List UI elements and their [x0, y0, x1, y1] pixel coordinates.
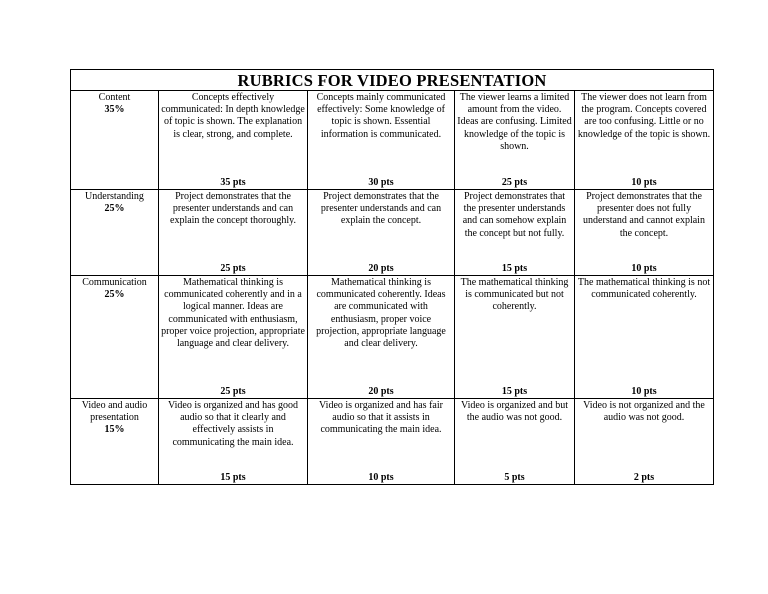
level-description: Video is not organized and the audio was not good.: [583, 400, 705, 424]
level-cell: [575, 190, 714, 276]
level-cell: [308, 91, 455, 190]
criterion-cell: [71, 276, 159, 399]
level-points: 25 pts: [220, 385, 246, 397]
level-points: 25 pts: [220, 262, 246, 274]
level-points: 5 pts: [504, 471, 525, 483]
level-description: Concepts effectively communicated: In depth knowledge of topic is shown. The explanation is clear, strong, and complete.: [161, 92, 305, 140]
level-description: Mathematical thinking is communicated coherently and in a logical manner. Ideas are communicated with enthusiasm, proper voice projection, appropriate language and clear delivery.: [161, 277, 305, 350]
level-points: 2 pts: [633, 471, 655, 483]
criterion-cell: [71, 399, 159, 485]
criterion-name: Understanding: [85, 191, 144, 202]
level-points: 10 pts: [631, 385, 657, 397]
level-points: 30 pts: [368, 176, 394, 188]
level-cell: [575, 399, 714, 485]
rubric-title: RUBRICS FOR VIDEO PRESENTATION: [71, 70, 714, 91]
criterion-weight: 25%: [104, 289, 125, 301]
level-points: 10 pts: [631, 262, 657, 274]
level-cell: [159, 399, 308, 485]
criterion-cell: [71, 91, 159, 190]
level-points: 35 pts: [220, 176, 246, 188]
level-cell: [455, 91, 575, 190]
level-cell: [575, 276, 714, 399]
level-cell: [455, 399, 575, 485]
level-description: Mathematical thinking is communicated coherently. Ideas are communicated with enthusiasm, proper voice projection, appropriate language and clear delivery.: [316, 277, 446, 350]
level-description: Video is organized and has fair audio so that it assists in communicating the main idea.: [319, 400, 443, 436]
level-description: Video is organized and has good audio so that it clearly and effectively assists in communicating the main idea.: [167, 400, 299, 448]
rubric-table: [70, 69, 714, 485]
level-description: Video is organized and but the audio was not good.: [461, 400, 568, 424]
level-description: The mathematical thinking is communicated but not coherently.: [460, 277, 569, 313]
level-cell: [159, 190, 308, 276]
criterion-cell: [71, 190, 159, 276]
level-cell: [455, 190, 575, 276]
rubric-row-video-audio: [71, 399, 714, 485]
rubric-row-understanding: [71, 190, 714, 276]
criterion-name: Video and audio presentation: [81, 400, 148, 424]
level-cell: [159, 91, 308, 190]
level-cell: [308, 399, 455, 485]
level-cell: [575, 91, 714, 190]
level-description: The mathematical thinking is not communicated coherently.: [577, 277, 711, 301]
level-description: Project demonstrates that the presenter understands and can somehow explain the concept but not fully.: [462, 191, 567, 239]
level-points: 15 pts: [501, 385, 528, 397]
criterion-weight: 15%: [104, 424, 125, 436]
level-description: Concepts mainly communicated effectively: Some knowledge of topic is shown. Essential information is communicated.: [316, 92, 446, 140]
level-description: Project demonstrates that the presenter understands and can explain the concept thoroughly.: [170, 191, 296, 227]
rubric-row-content: [71, 91, 714, 190]
level-points: 15 pts: [501, 262, 528, 274]
level-description: The viewer does not learn from the program. Concepts covered are too confusing. Little or no knowledge of the topic is shown.: [577, 92, 711, 140]
level-points: 10 pts: [368, 471, 394, 483]
criterion-weight: 35%: [104, 104, 125, 116]
level-cell: [308, 276, 455, 399]
level-cell: [308, 190, 455, 276]
level-cell: [455, 276, 575, 399]
criterion-name: Communication: [82, 277, 147, 288]
level-description: Project demonstrates that the presenter does not fully understand and cannot explain the concept.: [583, 191, 705, 239]
level-points: 15 pts: [220, 471, 246, 483]
level-description: Project demonstrates that the presenter understands and can explain the concept.: [320, 191, 442, 227]
level-points: 20 pts: [368, 262, 394, 274]
level-points: 25 pts: [501, 176, 528, 188]
level-description: The viewer learns a limited amount from the video. Ideas are confusing. Limited knowledge of the topic is shown.: [457, 92, 572, 152]
level-points: 10 pts: [631, 176, 657, 188]
level-points: 20 pts: [368, 385, 394, 397]
rubric-row-communication: [71, 276, 714, 399]
criterion-name: Content: [98, 92, 131, 103]
criterion-weight: 25%: [104, 203, 125, 215]
level-cell: [159, 276, 308, 399]
